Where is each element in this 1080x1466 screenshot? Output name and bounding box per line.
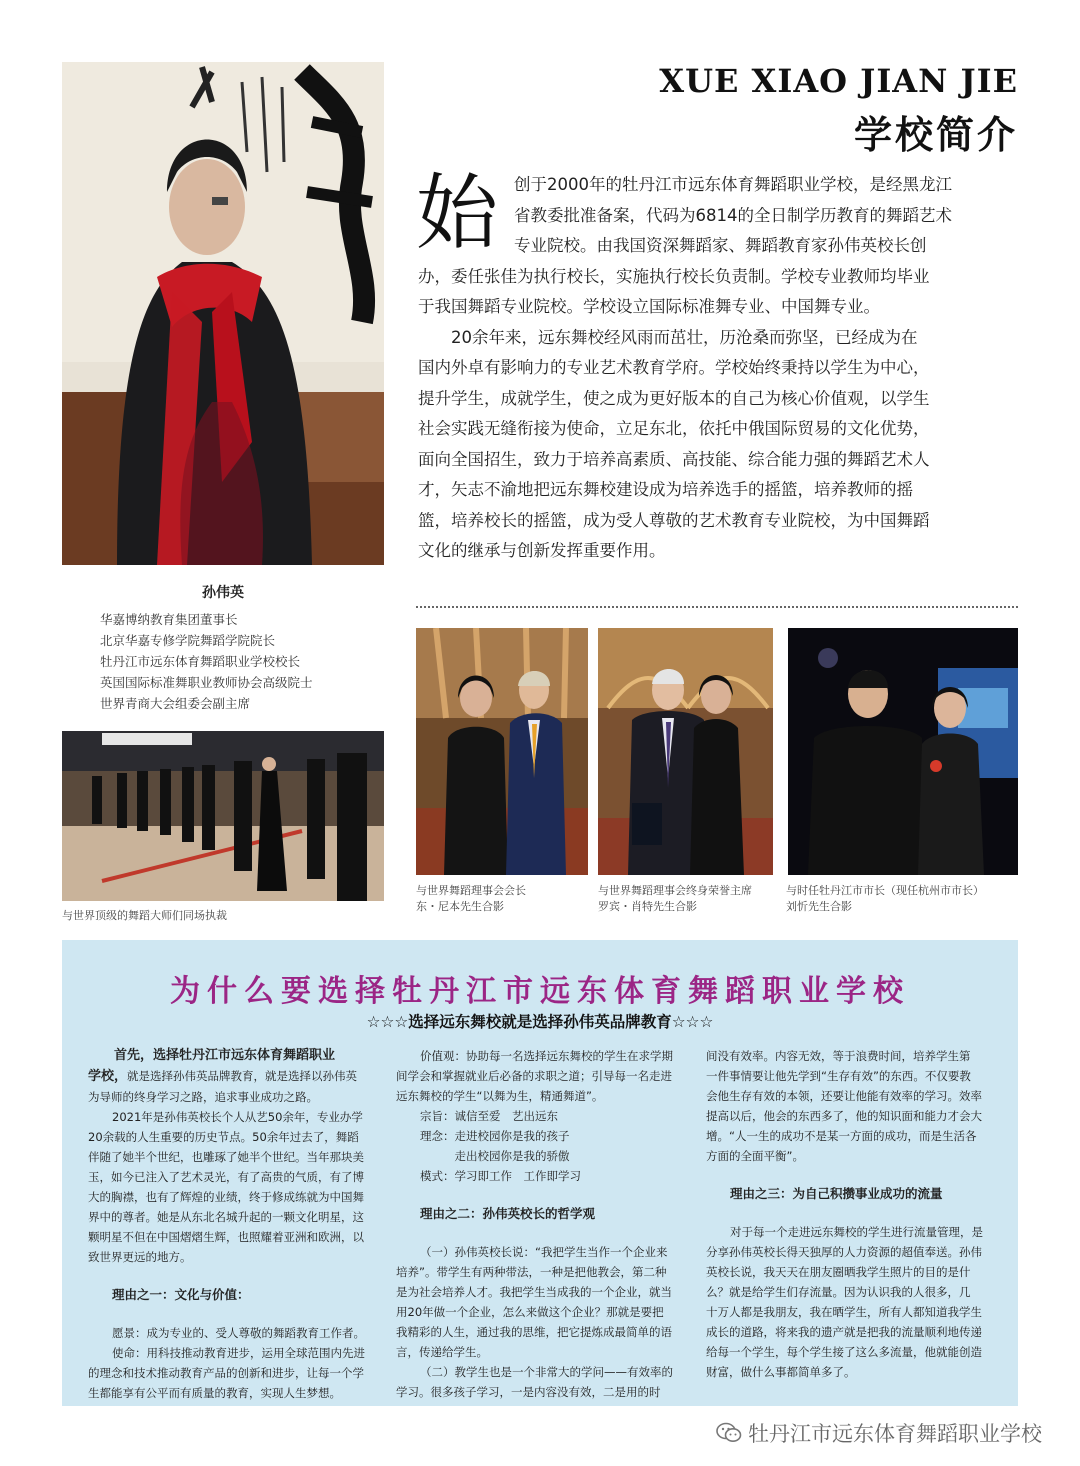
col3-line: 财富，做什么事都简单多了。 [706,1365,856,1379]
column-2 [396,1046,684,1402]
col1-line: 玉，如今已注入了艺术灵光，有了高贵的气质，有了博 [88,1170,364,1184]
intro-line: 文化的继承与创新发挥重要作用。 [418,541,666,560]
intro-text [416,166,1018,567]
caption-line: 与世界舞蹈理事会终身荣誉主席 [598,884,752,897]
bio-title-item: 华嘉博纳教育集团董事长 [100,612,238,627]
col2-line: 宗旨：诚信至爱 艺出远东 [420,1109,558,1123]
portrait-photo [62,62,384,565]
lead-bold-text: 首先，选择牡丹江市远东体育舞蹈职业 [114,1048,336,1063]
col1-line: 20余载的人生重要的历史节点。50余年过去了，舞蹈 [88,1130,359,1144]
dotted-divider [416,606,1018,608]
col1-lead-line [88,1066,376,1087]
judging-photo [62,731,384,901]
caption-line: 罗宾・肖特先生合影 [598,900,697,913]
col1-lead-bold [88,1046,376,1066]
col3-line: 方面的全面平衡”。 [706,1149,804,1163]
col2-line: 用20年做一个企业，怎么来做这个企业？那就是要把 [396,1305,664,1319]
intro-line: 专业院校。由我国资深舞蹈家、舞蹈教育家孙伟英校长创 [514,236,927,255]
col2-line: 走出校园你是我的骄傲 [420,1149,570,1163]
reason-1-heading: 理由之一：文化与价值： [112,1287,250,1302]
col2-line: 言，传递给学生。 [396,1345,488,1359]
col1-line: 大的胸襟，也有了辉煌的业绩，终于修成练就为中国舞 [88,1190,364,1204]
bio-title-item: 北京华嘉专修学院舞蹈学院院长 [100,633,276,648]
column-1 [88,1046,376,1403]
col3-line: 会他生存有效的本领，还要让他能有效率的学习。效率 [706,1089,982,1103]
caption-line: 与时任牡丹江市市长（现任杭州市市长） [786,884,984,897]
intro-line: 20余年来，远东舞校经风雨而茁壮，历沧桑而弥坚，已经成为在 [451,327,918,347]
lead-bold-text: 学校， [88,1069,128,1084]
bio-name: 孙伟英 [202,585,244,601]
col1-line: 2021年是孙伟英校长个人从艺50余年，专业办学 [112,1110,363,1124]
caption-line: 东・尼本先生合影 [416,900,504,913]
col1-line: 为导师的终身学习之路，追求事业成功之路。 [88,1090,318,1104]
col2-line: （二）教学生也是一个非常大的学问——有效率的 [420,1365,673,1379]
bio-title-item: 英国国际标准舞职业教师协会高级院士 [100,675,313,690]
lead-rest-text: 就是选择孙伟英品牌教育，就是选择以孙伟英 [127,1069,358,1083]
col1-line: 使命：用科技推动教育进步，运用全球范围内先进 [112,1346,365,1360]
judging-caption: 与世界顶级的舞蹈大师们同场执裁 [62,909,227,922]
col2-line: 我精彩的人生，通过我的思维，把它提炼成最简单的语 [396,1325,672,1339]
col3-line: 增。“人一生的成功不是某一方面的成功，而是生活各 [706,1129,977,1143]
section-title: 为什么要选择牡丹江市远东体育舞蹈职业学校 [170,974,910,1009]
col3-line: 成长的道路，将来我的遗产就是把我的流量顺利地传递 [706,1325,982,1339]
footer-brand[interactable] [716,1418,1042,1448]
title-chinese: 学校简介 [853,112,1018,157]
col2-line: 理念：走进校园你是我的孩子 [420,1129,570,1143]
bio-titles [100,609,313,714]
caption-line: 刘忻先生合影 [786,900,852,913]
intro-line: 社会实践无缝衔接为使命，立足东北，依托中俄国际贸易的文化优势， [418,419,930,438]
col2-line: 培养”。带学生有两种带法，一种是把他教会，第二种 [396,1265,667,1279]
reason-2-heading: 理由之二：孙伟英校长的哲学观 [420,1206,596,1221]
col1-line: 的理念和技术推动教育产品的创新和进步，让每一个学 [88,1366,364,1380]
col2-line: 模式：学习即工作 工作即学习 [420,1169,581,1183]
photo-with-mayor [788,628,1018,875]
wechat-icon [716,1422,742,1444]
bio-title-item: 世界青商大会组委会副主席 [100,696,251,711]
col3-line: 对于每一个走进远东舞校的学生进行流量管理，是 [730,1225,983,1239]
col2-line: 远东舞校的学生“以舞为生，精通舞道”。 [396,1089,604,1103]
col3-line: 提高以后，他会的东西多了，他的知识面和能力才会大 [706,1109,982,1123]
intro-line: 于我国舞蹈专业院校。学校设立国际标准舞专业、中国舞专业。 [418,297,880,316]
col1-line: 伴随了她半个世纪，也雕琢了她半个世纪。当年那块美 [88,1150,364,1164]
intro-line: 才，矢志不渝地把远东舞校建设成为培养选手的摇篮，培养教师的摇 [418,480,913,499]
intro-line: 办，委任张佳为执行校长，实施执行校长负责制。学校专业教师均毕业 [418,266,930,286]
col3-line: 么？就是给学生们存流量。因为认识我的人很多，几 [706,1285,971,1299]
footer-brand-text: 牡丹江市远东体育舞蹈职业学校 [748,1422,1042,1446]
photo-caption-honorary-chair [598,883,752,915]
col2-line: 是为社会培养人才。我把学生当成我的一个企业，就当 [396,1285,672,1299]
title-english: XUE XIAO JIAN JIE [659,62,1018,100]
bio-title-item: 牡丹江市远东体育舞蹈职业学校校长 [100,654,301,669]
col3-line: 英校长说，我天天在朋友圈晒我学生照片的目的是什 [706,1265,971,1279]
col3-line: 间没有效率。内容无效，等于浪费时间，培养学生第 [706,1049,971,1063]
col2-line: 学习。很多孩子学习，一是内容没有效，二是用的时 [396,1385,661,1399]
drop-cap: 始 [416,166,499,261]
col1-line: 生都能享有公平而有质量的教育，实现人生梦想。 [88,1386,341,1400]
col1-line: 愿景：成为专业的、受人尊敬的舞蹈教育工作者。 [112,1326,365,1340]
col3-line: 十万人都是我朋友，我在晒学生，所有人都知道我学生 [706,1305,982,1319]
intro-line: 篮，培养校长的摇篮，成为受人尊敬的艺术教育专业院校，为中国舞蹈 [418,510,930,530]
col1-line: 致世界更远的地方。 [88,1250,192,1264]
col2-line: 间学会和掌握就业后必备的求职之道；引导每一名走进 [396,1069,672,1083]
reason-3-heading: 理由之三：为自己积攒事业成功的流量 [730,1186,943,1201]
col3-line: 分享孙伟英校长得天独厚的人力资源的超值奉送。孙伟 [706,1245,982,1259]
intro-line: 提升学生，成就学生，使之成为更好版本的自己为核心价值观，以学生 [418,388,930,408]
column-3 [706,1046,996,1382]
photo-caption-president [416,883,526,915]
photo-caption-mayor [786,883,984,915]
photo-with-president [416,628,588,875]
col1-line: 界中的尊者。她是从东北名城升起的一颗文化明星，这 [88,1210,364,1224]
intro-line: 国内外卓有影响力的专业艺术教育学府。学校始终秉持以学生为中心， [418,358,930,377]
intro-line: 省教委批准备案，代码为6814的全日制学历教育的舞蹈艺术 [514,205,952,225]
intro-line: 创于2000年的牡丹江市远东体育舞蹈职业学校，是经黑龙江 [514,175,952,194]
col1-line: 颗明星不但在中国熠熠生辉，也照耀着亚洲和欧洲，以 [88,1230,364,1244]
photo-with-honorary-chair [598,628,773,875]
col3-line: 一件事情要让他先学到“生存有效”的东西。不仅要教 [706,1069,971,1083]
caption-line: 与世界舞蹈理事会会长 [416,884,526,897]
col2-line: 价值观：协助每一名选择远东舞校的学生在求学期 [420,1049,673,1063]
intro-line: 面向全国招生，致力于培养高素质、高技能、综合能力强的舞蹈艺术人 [418,449,930,469]
col3-line: 给每一个学生，每个学生接了这么多流量，他就能创造 [706,1345,982,1359]
col2-line: （一）孙伟英校长说：“我把学生当作一个企业来 [420,1245,668,1259]
section-subtitle: ☆☆☆选择远东舞校就是选择孙伟英品牌教育☆☆☆ [366,1013,714,1031]
